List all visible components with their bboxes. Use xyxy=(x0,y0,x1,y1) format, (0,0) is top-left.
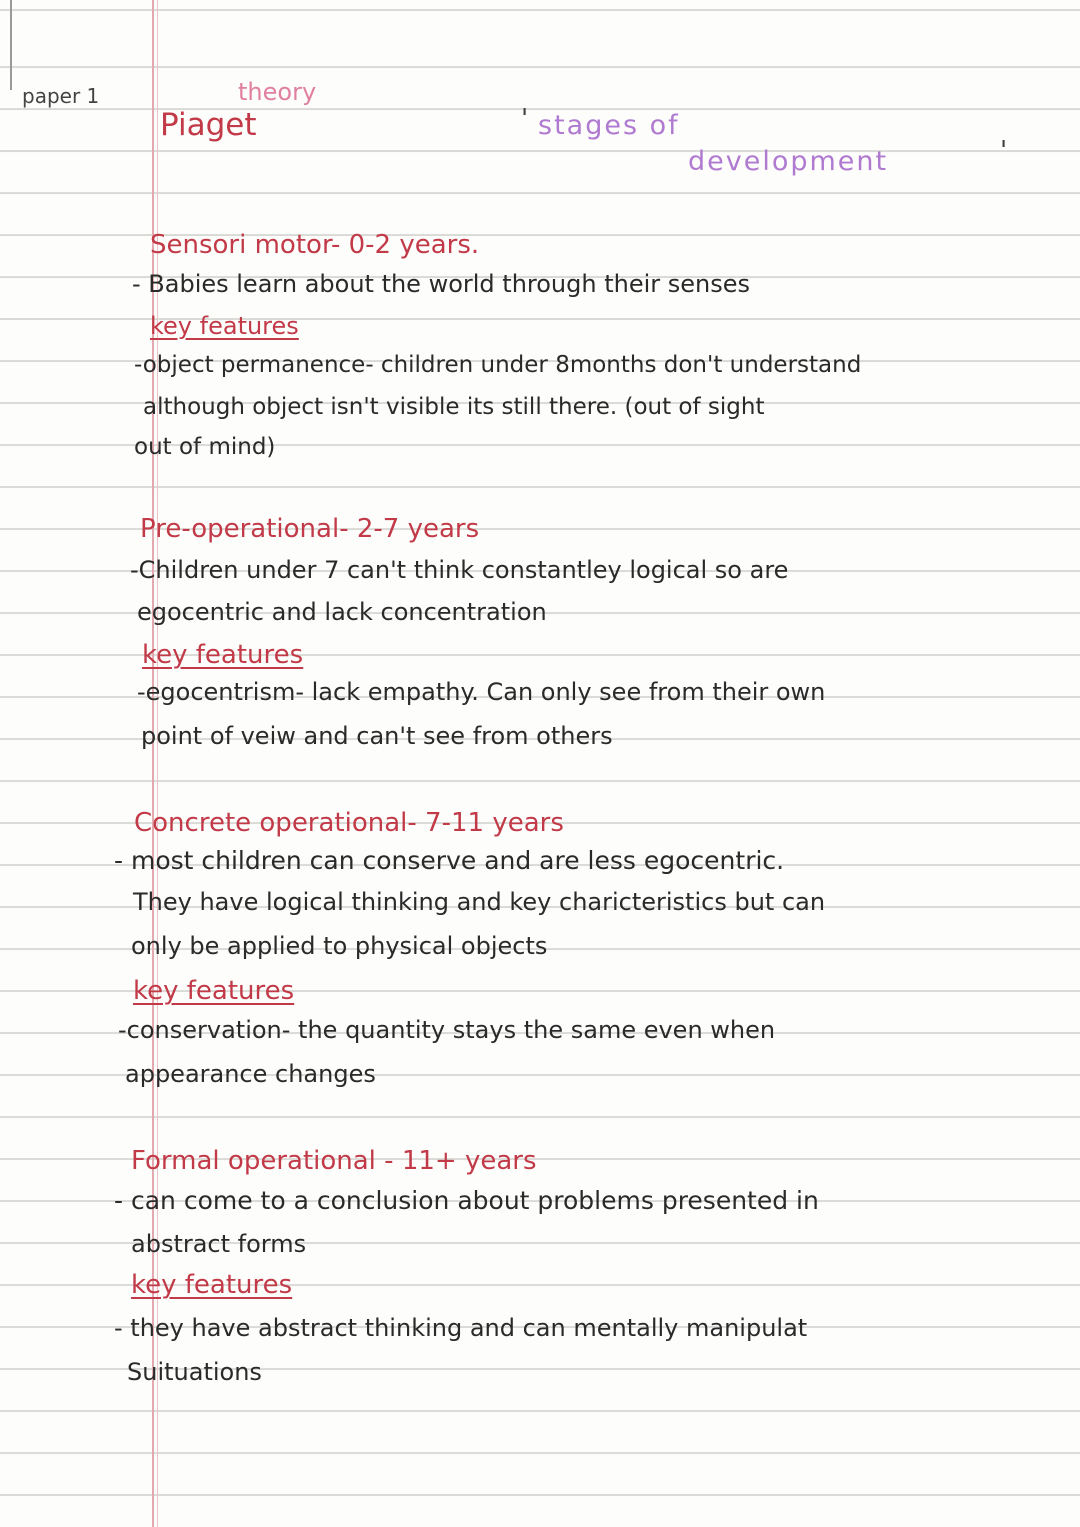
feature-line: although object isn't visible its still there. (out of sight xyxy=(143,394,765,420)
section-heading-concrete: Concrete operational- 7-11 years xyxy=(134,808,564,838)
section-desc-line: egocentric and lack concentration xyxy=(137,598,547,626)
section-heading-preoperational: Pre-operational- 2-7 years xyxy=(140,514,480,544)
page-title-line2: development xyxy=(688,146,889,177)
section-desc-line: - Babies learn about the world through their senses xyxy=(132,270,751,298)
section-heading-formal: Formal operational - 11+ years xyxy=(131,1146,537,1176)
page-title-line1: stages of xyxy=(538,110,680,141)
theory-label: theory xyxy=(238,78,317,106)
feature-line: -egocentrism- lack empathy. Can only see from their own xyxy=(137,678,826,706)
page-edge-line xyxy=(10,0,12,90)
feature-line: Suituations xyxy=(127,1358,262,1386)
section-desc-line: only be applied to physical objects xyxy=(131,932,548,960)
feature-line: -conservation- the quantity stays the same even when xyxy=(118,1016,776,1044)
key-features-label: key features xyxy=(142,640,304,670)
feature-line: -object permanence- children under 8months don't understand xyxy=(134,352,862,378)
section-desc-line: - most children can conserve and are less egocentric. xyxy=(114,846,785,875)
key-features-label: key features xyxy=(150,312,299,340)
section-desc-line: abstract forms xyxy=(131,1230,307,1258)
section-desc-line: - can come to a conclusion about problems presented in xyxy=(114,1186,819,1215)
feature-line: out of mind) xyxy=(134,434,276,460)
section-desc-line: They have logical thinking and key charicteristics but can xyxy=(133,888,826,916)
section-desc-line: -Children under 7 can't think constantley logical so are xyxy=(130,556,789,584)
feature-line: appearance changes xyxy=(125,1060,376,1088)
theorist-name: Piaget xyxy=(160,107,257,143)
feature-line: - they have abstract thinking and can mentally manipulat xyxy=(114,1314,808,1342)
title-quote-close: ' xyxy=(1000,136,1008,166)
key-features-label: key features xyxy=(131,1270,293,1300)
key-features-label: key features xyxy=(133,976,295,1006)
title-quote-open: ' xyxy=(521,104,529,134)
feature-line: point of veiw and can't see from others xyxy=(141,722,613,750)
paper-label: paper 1 xyxy=(22,84,100,108)
section-heading-sensorimotor: Sensori motor- 0-2 years. xyxy=(150,230,480,260)
